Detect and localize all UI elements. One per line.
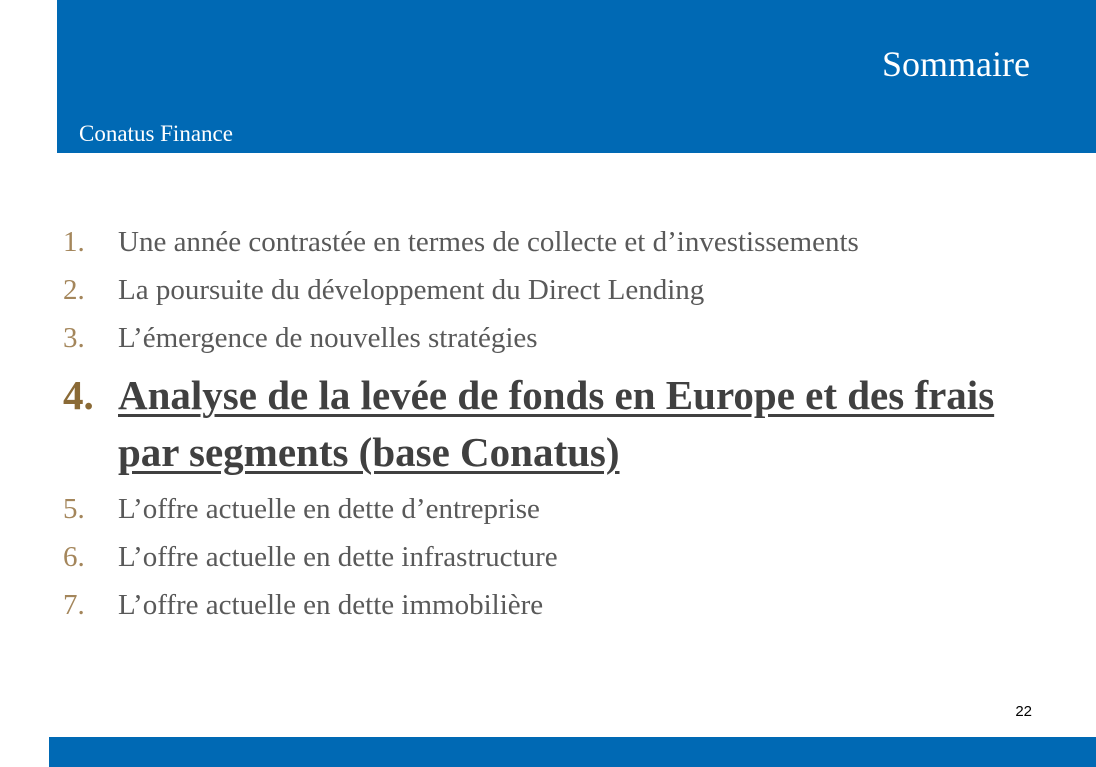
header-band	[57, 0, 1096, 153]
toc-item-number: 2.	[63, 274, 85, 306]
toc-item-2	[63, 266, 1043, 314]
toc-item-number: 3.	[63, 322, 85, 354]
toc-item-6	[63, 533, 1043, 581]
toc-item-number: 7.	[63, 589, 85, 621]
toc-item-number: 1.	[63, 226, 85, 258]
toc-item-3	[63, 314, 1043, 362]
toc-item-label: L’offre actuelle en dette d’entreprise	[118, 493, 540, 525]
toc-item-label: Une année contrastée en termes de collecte et d’investissements	[118, 226, 859, 258]
toc-item-4-current	[63, 367, 1043, 481]
toc-item-label: Analyse de la levée de fonds en Europe et des frais par segments (base Conatus)	[118, 372, 995, 475]
toc-item-1	[63, 218, 1043, 266]
footer-band	[49, 737, 1096, 767]
toc-item-label: La poursuite du développement du Direct Lending	[118, 274, 705, 306]
toc-item-label: L’offre actuelle en dette immobilière	[118, 589, 544, 621]
slide-title: Sommaire	[882, 44, 1030, 84]
toc-item-5	[63, 485, 1043, 533]
table-of-contents	[63, 218, 1043, 629]
toc-item-number: 5.	[63, 493, 85, 525]
page-number: 22	[1015, 703, 1032, 720]
toc-item-number: 4.	[63, 372, 94, 418]
toc-item-label: L’offre actuelle en dette infrastructure	[118, 541, 558, 573]
toc-item-7	[63, 581, 1043, 629]
brand-name: Conatus Finance	[79, 121, 233, 146]
toc-item-label: L’émergence de nouvelles stratégies	[118, 322, 538, 354]
toc-item-number: 6.	[63, 541, 85, 573]
